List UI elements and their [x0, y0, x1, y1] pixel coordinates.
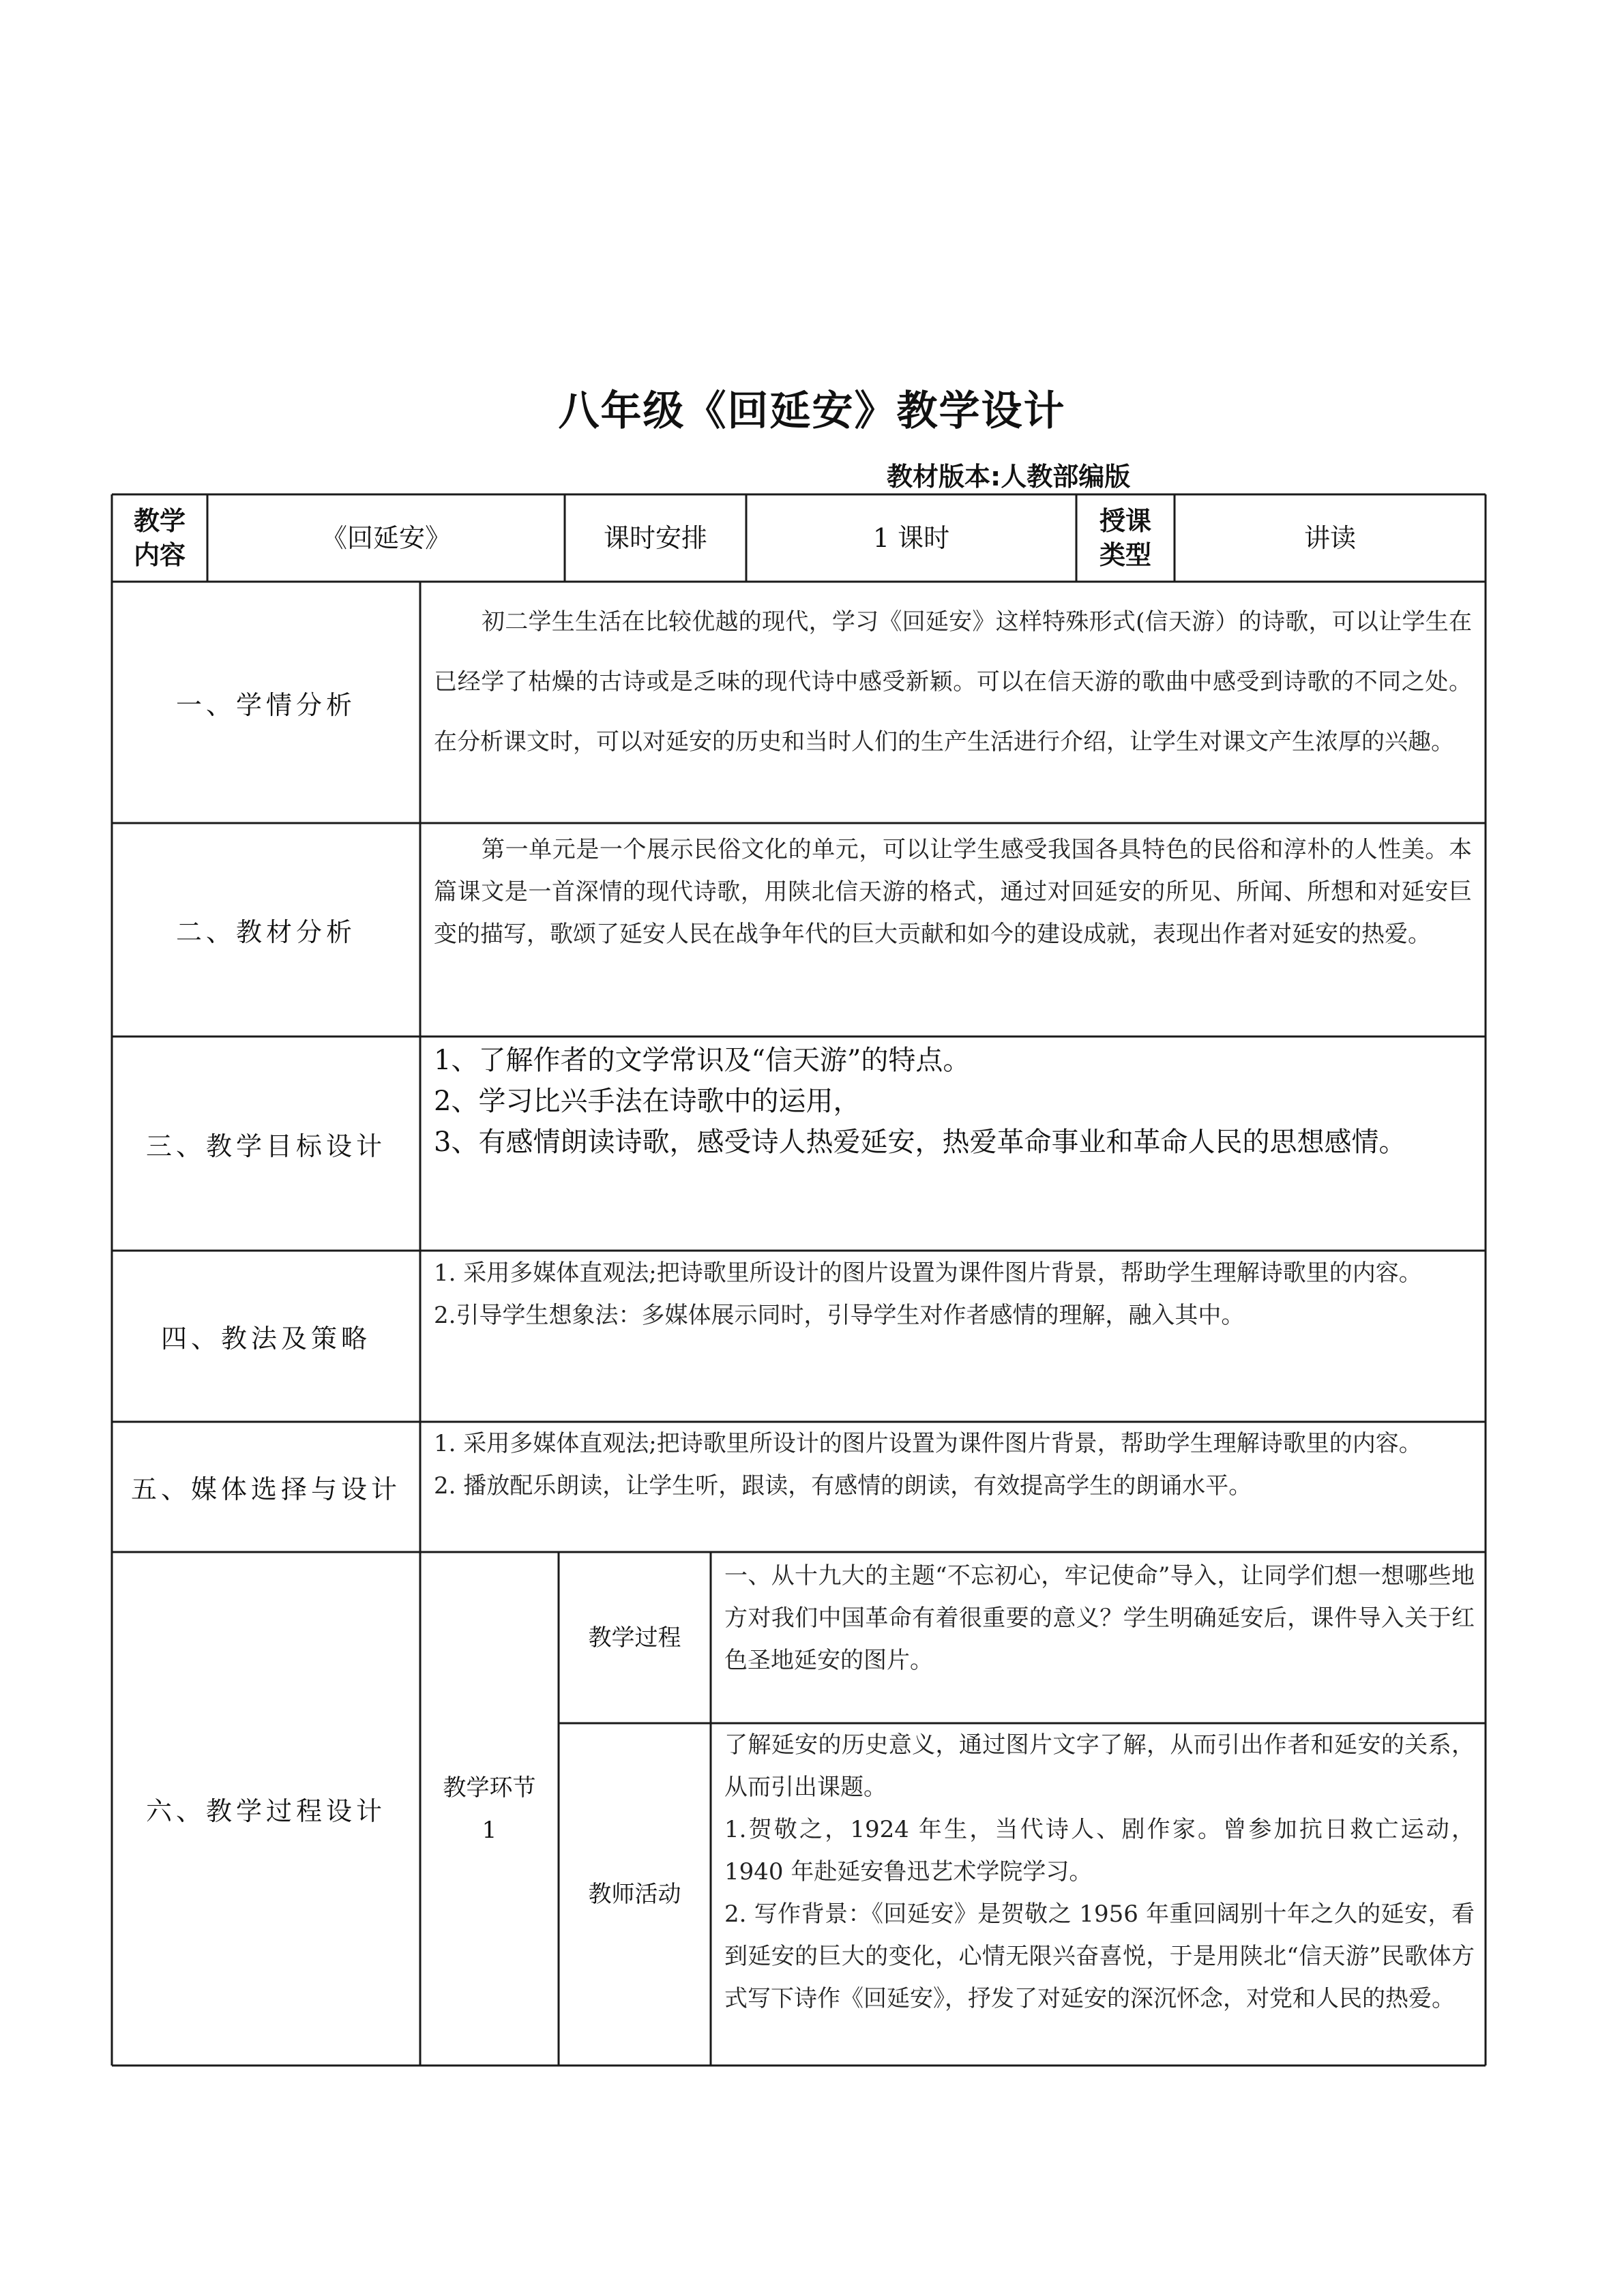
teacher-activity-line: 1.贺敬之，1924 年生，当代诗人、剧作家。曾参加抗日救亡运动，1940 年赴延安鲁迅艺术学院学习。 [724, 1816, 1475, 1885]
process-row-body [724, 1555, 1475, 1682]
schedule-value: 1 课时 [872, 523, 950, 553]
method-line: 1. 采用多媒体直观法;把诗歌里所设计的图片设置为课件图片背景，帮助学生理解诗歌里的内容。 [434, 1259, 1422, 1287]
type-value-cell [1175, 494, 1486, 582]
objective-line: 1、了解作者的文学常识及“信天游”的特点。 [434, 1045, 971, 1076]
content-value-cell [207, 494, 565, 582]
content-value: 《回延安》 [321, 523, 451, 553]
method-line: 2.引导学生想象法：多媒体展示同时，引导学生对作者感情的理解，融入其中。 [434, 1302, 1245, 1329]
stage-number: 1 [482, 1816, 497, 1844]
section-body [434, 1040, 1477, 1163]
objective-line: 2、学习比兴手法在诗歌中的运用， [434, 1086, 861, 1117]
media-line: 1. 采用多媒体直观法;把诗歌里所设计的图片设置为课件图片背景，帮助学生理解诗歌里的内容。 [434, 1430, 1422, 1457]
page-title: 八年级《回延安》教学设计 [558, 387, 1066, 435]
media-line: 2. 播放配乐朗读，让学生听，跟读，有感情的朗读，有效提高学生的朗诵水平。 [434, 1472, 1252, 1500]
schedule-value-cell [746, 494, 1076, 582]
process-row-label-cell [559, 1552, 711, 1723]
type-label-line1: 授课 [1099, 506, 1151, 536]
schedule-label: 课时安排 [603, 523, 707, 553]
section-label-text: 六、教学过程设计 [145, 1796, 386, 1826]
process-row-label: 教学过程 [588, 1624, 681, 1652]
section-label [112, 1037, 420, 1251]
section-body [434, 1422, 1472, 1507]
schedule-label-cell [565, 494, 746, 582]
process-line: 一、从十九大的主题“不忘初心，牢记使命”导入，让同学们想一想哪些地方对我们中国革命有着很重要的意义？学生明确延安后，课件导入关于红色圣地延安的图片。 [724, 1562, 1475, 1674]
section-label-text: 四、教法及策略 [160, 1324, 371, 1354]
section-label [112, 582, 420, 823]
section-label-text: 三、教学目标设计 [145, 1131, 386, 1161]
section-label [112, 1422, 420, 1552]
edition-label: 教材版本: [887, 462, 1001, 492]
process-row-label-cell [559, 1723, 711, 2066]
section-body [434, 1252, 1472, 1337]
stage-label-cell [420, 1552, 559, 2066]
stage-label: 教学环节 [443, 1774, 536, 1802]
section-body [434, 592, 1472, 772]
section-body [434, 829, 1472, 955]
type-value: 讲读 [1303, 523, 1356, 553]
process-row-body [724, 1724, 1475, 2020]
section-label [112, 1251, 420, 1422]
section-label-text: 一、学情分析 [175, 689, 356, 720]
teacher-activity-line: 了解延安的历史意义，通过图片文字了解，从而引出作者和延安的关系，从而引出课题。 [724, 1731, 1475, 1801]
textbook-edition [887, 456, 1130, 493]
type-header-cell [1076, 494, 1175, 582]
objective-line: 3、有感情朗读诗歌，感受诗人热爱延安，热爱革命事业和革命人民的思想感情。 [434, 1127, 1406, 1158]
content-header-cell [112, 494, 207, 582]
section-paragraph: 第一单元是一个展示民俗文化的单元，可以让学生感受我国各具特色的民俗和淳朴的人性美。本篇课文是一首深情的现代诗歌，用陕北信天游的格式，通过对回延安的所见、所闻、所想和对延安巨变的描写，歌颂了延安人民在战争年代的巨大贡献和如今的建设成就，表现出作者对延安的热爱。 [434, 836, 1472, 948]
content-label-line2: 内容 [133, 540, 186, 570]
section-label-text: 二、教材分析 [175, 917, 356, 947]
process-row-label: 教师活动 [588, 1881, 681, 1908]
edition-value: 人教部编版 [1001, 462, 1131, 492]
teacher-activity-line: 2. 写作背景：《回延安》是贺敬之 1956 年重回阔别十年之久的延安，看到延安的巨大的变化，心情无限兴奋喜悦，于是用陕北“信天游”民歌体方式写下诗作《回延安》，抒发了对延安的深沉怀念，对党和人民的热爱。 [724, 1900, 1475, 2012]
section-label [112, 823, 420, 1037]
type-label-line2: 类型 [1099, 540, 1151, 570]
section-label [112, 1552, 420, 2066]
section-label-text: 五、媒体选择与设计 [130, 1474, 401, 1504]
section-paragraph: 初二学生生活在比较优越的现代，学习《回延安》这样特殊形式(信天游）的诗歌，可以让学生在已经学了枯燥的古诗或是乏味的现代诗中感受新颖。可以在信天游的歌曲中感受到诗歌的不同之处。在分析课文时，可以对延安的历史和当时人们的生产生活进行介绍，让学生对课文产生浓厚的兴趣。 [434, 608, 1472, 756]
content-label-line1: 教学 [133, 506, 186, 536]
